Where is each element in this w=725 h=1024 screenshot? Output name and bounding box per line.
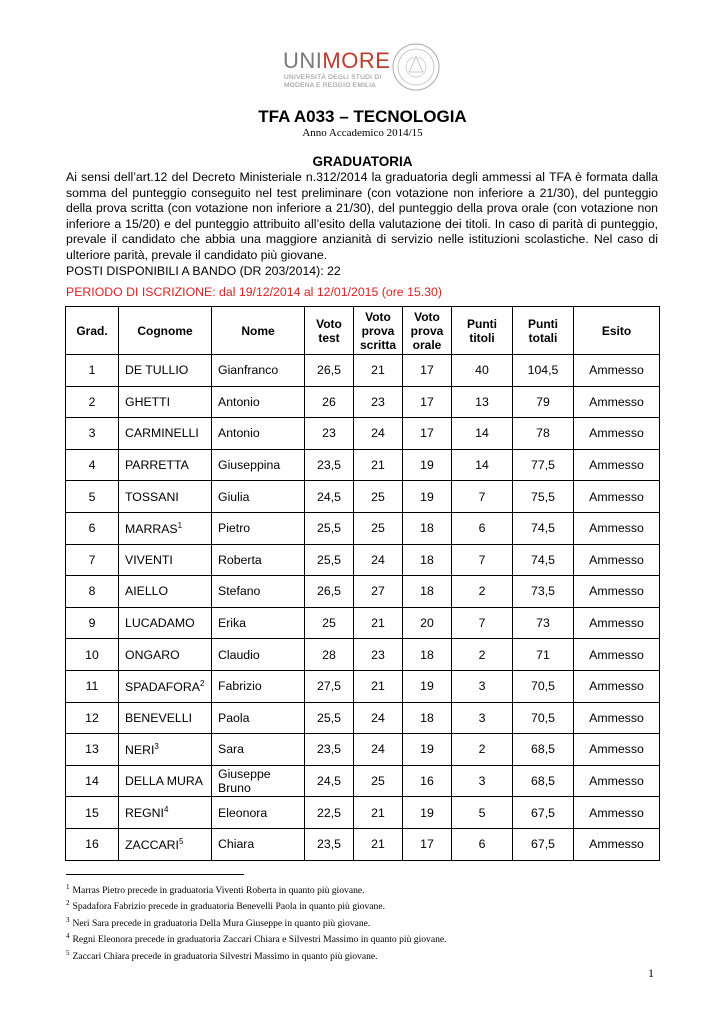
cell-esito: Ammesso [574,639,660,671]
intro-paragraph: Ai sensi dell’art.12 del Decreto Ministeriale n.312/2014 la graduatoria degli ammessi al TFA è formata dalla somma del punteggio conseguito nel test preliminare (con votazione non inferiore a 21/30), del punteggio della prova scritta (con votazione non inferiore a 21/30), del punteggio della prova orale (con votazione non inferiore a 15/20) e del punteggio attribuito all’esito della valutazione dei titoli. In caso di parità di punteggio, prevale il candidato che abbia una maggiore anzianità di servizio nelle istituzioni scolastiche. Nel caso di ulteriore parità, prevale il candidato più giovane. [66,170,658,262]
cell-esito: Ammesso [574,386,660,418]
cell-nome: Sara [212,734,305,766]
cell-totali: 78 [513,418,574,450]
cell-scritta: 25 [354,512,403,544]
logo-wordmark: UNIMORE [283,48,391,73]
cell-scritta: 25 [354,765,403,797]
cell-test: 24,5 [305,765,354,797]
cell-esito: Ammesso [574,355,660,387]
periodo-iscrizione: PERIODO DI ISCRIZIONE: dal 19/12/2014 al 12/01/2015 (ore 15.30) [66,285,442,299]
cell-test: 23,5 [305,734,354,766]
cell-titoli: 6 [452,512,513,544]
cell-totali: 70,5 [513,702,574,734]
cell-totali: 75,5 [513,481,574,513]
col-header-voto-orale: Voto prova orale [403,307,452,355]
cell-nome: Erika [212,607,305,639]
cell-cognome: AIELLO [119,576,212,608]
cell-grad: 1 [66,355,119,387]
col-header-grad: Grad. [66,307,119,355]
cell-titoli: 14 [452,418,513,450]
cell-nome: Pietro [212,512,305,544]
table-row [66,765,660,797]
cell-cognome: BENEVELLI [119,702,212,734]
cell-esito: Ammesso [574,512,660,544]
footnote-divider [66,874,244,875]
cell-test: 25 [305,607,354,639]
cell-totali: 67,5 [513,828,574,860]
cell-nome: Antonio [212,386,305,418]
cell-cognome: ONGARO [119,639,212,671]
cell-scritta: 21 [354,449,403,481]
cell-scritta: 21 [354,797,403,829]
table-row [66,576,660,608]
cell-cognome: MARRAS$^1$ [119,512,212,544]
cell-esito: Ammesso [574,670,660,702]
cell-esito: Ammesso [574,544,660,576]
cell-scritta: 21 [354,355,403,387]
cell-totali: 73,5 [513,576,574,608]
cell-cognome: SPADAFORA$^2$ [119,670,212,702]
cell-grad: 8 [66,576,119,608]
cell-orale: 18 [403,576,452,608]
cell-totali: 104,5 [513,355,574,387]
cell-orale: 19 [403,481,452,513]
cell-grad: 13 [66,734,119,766]
cell-nome: Claudio [212,639,305,671]
table-row [66,734,660,766]
cell-orale: 17 [403,386,452,418]
cell-grad: 10 [66,639,119,671]
table-row [66,639,660,671]
cell-grad: 6 [66,512,119,544]
cell-cognome: DELLA MURA [119,765,212,797]
cell-orale: 20 [403,607,452,639]
cell-grad: 3 [66,418,119,450]
cell-cognome: CARMINELLI [119,418,212,450]
cell-nome: Chiara [212,828,305,860]
cell-nome: Antonio [212,418,305,450]
cell-orale: 18 [403,512,452,544]
cell-nome: Roberta [212,544,305,576]
col-header-nome: Nome [212,307,305,355]
cell-test: 25,5 [305,512,354,544]
cell-titoli: 3 [452,702,513,734]
cell-esito: Ammesso [574,418,660,450]
cell-cognome: NERI$^3$ [119,734,212,766]
cell-totali: 70,5 [513,670,574,702]
cell-orale: 17 [403,828,452,860]
cell-scritta: 23 [354,386,403,418]
table-row [66,670,660,702]
cell-titoli: 2 [452,639,513,671]
table-row [66,828,660,860]
cell-test: 26,5 [305,576,354,608]
cell-scritta: 21 [354,607,403,639]
page-number: 1 [648,966,654,980]
cell-cognome: TOSSANI [119,481,212,513]
cell-scritta: 24 [354,418,403,450]
cell-totali: 71 [513,639,574,671]
cell-orale: 18 [403,544,452,576]
cell-scritta: 23 [354,639,403,671]
cell-titoli: 7 [452,544,513,576]
table-row [66,512,660,544]
cell-nome: Eleonora [212,797,305,829]
footnote-ref: 4 [163,805,169,815]
cell-grad: 14 [66,765,119,797]
cell-esito: Ammesso [574,576,660,608]
cell-esito: Ammesso [574,828,660,860]
cell-titoli: 3 [452,670,513,702]
cell-grad: 11 [66,670,119,702]
col-header-punti-totali: Punti totali [513,307,574,355]
cell-cognome: GHETTI [119,386,212,418]
university-seal-icon [391,42,441,92]
cell-test: 23 [305,418,354,450]
cell-grad: 2 [66,386,119,418]
cell-esito: Ammesso [574,449,660,481]
col-header-voto-test: Voto test [305,307,354,355]
cell-scritta: 25 [354,481,403,513]
cell-titoli: 40 [452,355,513,387]
cell-esito: Ammesso [574,702,660,734]
cell-cognome: REGNI$^4$ [119,797,212,829]
cell-cognome: DE TULLIO [119,355,212,387]
cell-grad: 9 [66,607,119,639]
cell-scritta: 27 [354,576,403,608]
cell-esito: Ammesso [574,797,660,829]
cell-grad: 12 [66,702,119,734]
cell-nome: Fabrizio [212,670,305,702]
footnote-item: $^5$ Zaccari Chiara precede in graduatoria Silvestri Massimo in quanto più giovane. [66,948,378,963]
cell-nome: Giuseppe Bruno [212,765,305,797]
cell-grad: 4 [66,449,119,481]
cell-test: 26 [305,386,354,418]
table-row [66,544,660,576]
cell-titoli: 6 [452,828,513,860]
cell-titoli: 7 [452,607,513,639]
cell-test: 22,5 [305,797,354,829]
cell-nome: Paola [212,702,305,734]
cell-orale: 19 [403,734,452,766]
cell-cognome: VIVENTI [119,544,212,576]
footnote-item: $^2$ Spadafora Fabrizio precede in graduatoria Benevelli Paola in quanto più giovane. [66,899,385,913]
cell-cognome: PARRETTA [119,449,212,481]
cell-scritta: 24 [354,734,403,766]
cell-cognome: ZACCARI$^5$ [119,828,212,860]
footnote-item: $^1$ Marras Pietro precede in graduatoria Viventi Roberta in quanto più giovane. [66,883,365,897]
cell-grad: 15 [66,797,119,829]
table-row [66,607,660,639]
cell-titoli: 7 [452,481,513,513]
cell-titoli: 13 [452,386,513,418]
cell-orale: 18 [403,639,452,671]
cell-grad: 5 [66,481,119,513]
table-row [66,481,660,513]
cell-esito: Ammesso [574,765,660,797]
cell-orale: 18 [403,702,452,734]
cell-nome: Stefano [212,576,305,608]
cell-esito: Ammesso [574,734,660,766]
cell-test: 23,5 [305,828,354,860]
cell-totali: 77,5 [513,449,574,481]
col-header-punti-titoli: Punti titoli [452,307,513,355]
cell-grad: 16 [66,828,119,860]
logo-subtitle: UNIVERSITÀ DEGLI STUDI DI MODENA E REGGIO EMILIA [284,74,382,89]
posti-disponibili: POSTI DISPONIBILI A BANDO (DR 203/2014): 22 [66,264,341,278]
table-row [66,702,660,734]
cell-titoli: 3 [452,765,513,797]
cell-totali: 67,5 [513,797,574,829]
cell-cognome: LUCADAMO [119,607,212,639]
cell-totali: 79 [513,386,574,418]
cell-scritta: 24 [354,702,403,734]
document-title: TFA A033 – TECNOLOGIA [258,107,467,126]
footnote-item: $^3$ Neri Sara precede in graduatoria Della Mura Giuseppe in quanto più giovane. [66,915,371,930]
cell-nome: Giuseppina [212,449,305,481]
cell-totali: 68,5 [513,734,574,766]
cell-titoli: 2 [452,576,513,608]
table-header-row [66,307,660,355]
cell-test: 27,5 [305,670,354,702]
cell-esito: Ammesso [574,481,660,513]
cell-test: 28 [305,639,354,671]
cell-esito: Ammesso [574,607,660,639]
cell-titoli: 5 [452,797,513,829]
cell-titoli: 14 [452,449,513,481]
cell-totali: 74,5 [513,544,574,576]
cell-test: 26,5 [305,355,354,387]
cell-titoli: 2 [452,734,513,766]
cell-nome: Giulia [212,481,305,513]
cell-test: 25,5 [305,702,354,734]
table-row [66,449,660,481]
cell-nome: Gianfranco [212,355,305,387]
table-row [66,418,660,450]
cell-test: 23,5 [305,449,354,481]
footnote-ref: 3 [154,741,159,751]
cell-totali: 73 [513,607,574,639]
table-row [66,355,660,387]
cell-orale: 16 [403,765,452,797]
cell-scritta: 21 [354,828,403,860]
cell-test: 24,5 [305,481,354,513]
col-header-voto-scritta: Voto prova scritta [354,307,403,355]
academic-year: Anno Accademico 2014/15 [302,127,423,139]
footnote-item: $^4$ Regni Eleonora precede in graduatoria Zaccari Chiara e Silvestri Massimo in quanto più giovane. [66,932,447,946]
cell-test: 25,5 [305,544,354,576]
table-row [66,386,660,418]
cell-orale: 17 [403,418,452,450]
table-row [66,797,660,829]
footnotes [66,881,447,963]
unimore-logo [283,40,443,100]
ranking-table [65,306,660,861]
cell-orale: 17 [403,355,452,387]
cell-grad: 7 [66,544,119,576]
col-header-esito: Esito [574,307,660,355]
footnote-ref: 1 [177,520,183,530]
section-heading: GRADUATORIA [312,154,413,169]
cell-scritta: 24 [354,544,403,576]
cell-totali: 68,5 [513,765,574,797]
cell-scritta: 21 [354,670,403,702]
col-header-cognome: Cognome [119,307,212,355]
footnote-ref: 2 [199,678,205,688]
footnote-ref: 5 [178,836,184,846]
cell-orale: 19 [403,449,452,481]
cell-orale: 19 [403,670,452,702]
cell-orale: 19 [403,797,452,829]
cell-totali: 74,5 [513,512,574,544]
